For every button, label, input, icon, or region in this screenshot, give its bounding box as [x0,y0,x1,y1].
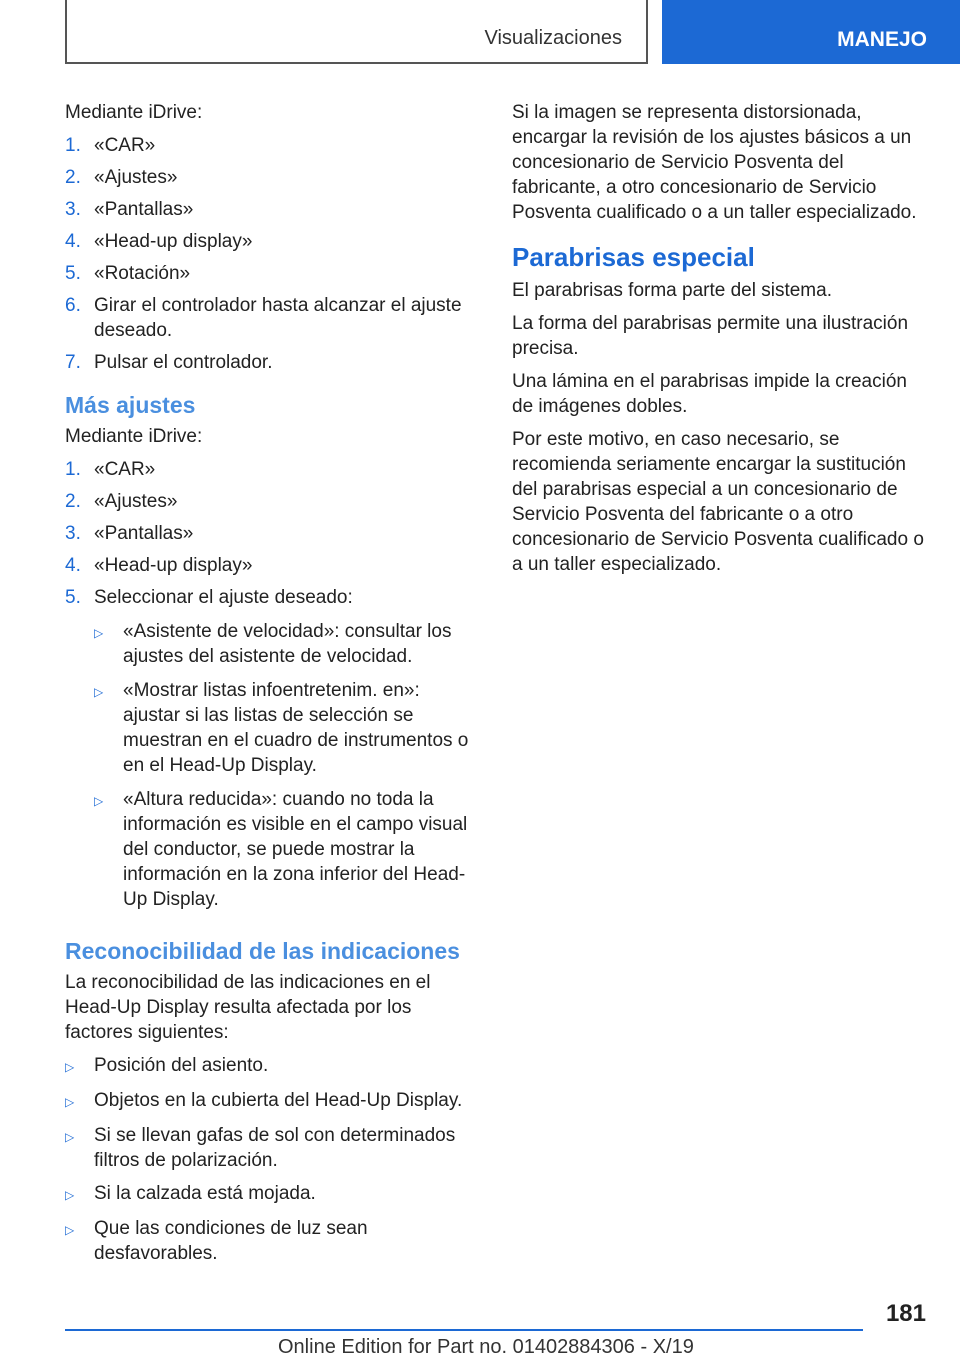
step-number: 7. [65,352,81,373]
list-item [94,619,480,669]
step-number: 5. [65,587,81,608]
step-text: «Head-up display» [94,231,253,252]
paragraph: Si la imagen se representa distorsionada, encargar la revisión de los ajustes básicos a un concesionario de Servicio Posventa del fabricante, a otro concesionario de Servicio Posventa cualificado o a un taller especializado. [512,102,917,223]
step-number: 4. [65,555,81,576]
list-item [65,1123,480,1173]
step-text: Seleccionar el ajuste deseado: [94,587,353,608]
bullet-text: «Altura reducida»: cuando no toda la información es visible en el campo visual del conductor, se puede mostrar la información en la zona inferior del Head-Up Display. [123,789,468,910]
step-number: 1. [65,459,81,480]
paragraph: La reconocibilidad de las indicaciones en el Head-Up Display resulta afectada por los factores siguientes: [65,972,431,1043]
step-text: «Head-up display» [94,555,253,576]
list-item [94,787,480,912]
list-item [65,1216,480,1266]
factors-list [65,1053,480,1266]
bullet-text: «Asistente de velocidad»: consultar los ajustes del asistente de velocidad. [123,621,452,667]
triangle-bullet-icon: ▷ [94,626,104,640]
list-item [65,521,480,546]
list-item [65,133,480,158]
header-chapter-tab [662,0,960,64]
triangle-bullet-icon: ▷ [65,1060,75,1074]
step-text: «CAR» [94,135,156,156]
step-text: «Rotación» [94,263,191,284]
list-item [65,1053,480,1080]
heading-parabrisas-especial: Parabrisas especial [512,242,755,272]
steps-list [65,133,480,375]
triangle-bullet-icon: ▷ [94,685,104,699]
step-number: 4. [65,231,81,252]
step-text: «CAR» [94,459,156,480]
paragraph: La forma del parabrisas permite una ilustración precisa. [512,313,909,359]
step-text: «Pantallas» [94,523,194,544]
step-number: 3. [65,199,81,220]
triangle-bullet-icon: ▷ [65,1130,75,1144]
step-number: 5. [65,263,81,284]
bullet-text: Si se llevan gafas de sol con determinados filtros de polarización. [94,1125,456,1171]
paragraph: Por este motivo, en caso necesario, se recomienda seriamente encargar la sustitución del parabrisas especial a un concesionario de Servicio Posventa del fabricante o a otro concesionario de Servicio Posventa cualificado o a un taller especializado. [512,429,924,575]
list-item [65,261,480,286]
list-item [65,585,480,921]
list-item [65,165,480,190]
bullet-text: Que las condiciones de luz sean desfavorables. [94,1218,368,1264]
intro-text: Mediante iDrive: [65,102,203,123]
step-number: 1. [65,135,81,156]
right-column [512,100,932,585]
list-item [65,197,480,222]
footer-edition: Online Edition for Part no. 01402884306 - X/19 [278,1336,694,1358]
list-item [65,229,480,254]
step-number: 6. [65,295,81,316]
list-item [65,1181,480,1208]
step-text: Girar el controlador hasta alcanzar el ajuste deseado. [94,295,462,341]
triangle-bullet-icon: ▷ [65,1188,75,1202]
footer-divider [65,1329,863,1331]
header-chapter-label: MANEJO [837,28,927,51]
paragraph: Una lámina en el parabrisas impide la creación de imágenes dobles. [512,371,907,417]
bullet-text: Si la calzada está mojada. [94,1183,316,1204]
list-item [65,457,480,482]
page-number: 181 [885,1300,926,1327]
list-item [65,1088,480,1115]
bullet-text: Objetos en la cubierta del Head-Up Display. [94,1090,463,1111]
list-item [65,553,480,578]
list-item [65,489,480,514]
step-text: «Pantallas» [94,199,194,220]
step-number: 3. [65,523,81,544]
intro-text: Mediante iDrive: [65,426,203,447]
steps-list [65,457,480,921]
bullet-text: Posición del asiento. [94,1055,269,1076]
step-number: 2. [65,167,81,188]
step-body [94,585,480,921]
step-number: 2. [65,491,81,512]
left-column [65,100,480,1274]
paragraph: El parabrisas forma parte del sistema. [512,280,832,301]
triangle-bullet-icon: ▷ [65,1095,75,1109]
list-item [65,350,480,375]
sub-options-list [94,619,480,912]
header-section-title: Visualizaciones [484,27,622,49]
step-text: «Ajustes» [94,491,178,512]
triangle-bullet-icon: ▷ [65,1223,75,1237]
heading-mas-ajustes: Más ajustes [65,392,196,418]
list-item [94,678,480,778]
heading-reconocibilidad: Reconocibilidad de las indicaciones [65,938,460,964]
triangle-bullet-icon: ▷ [94,794,104,808]
bullet-text: «Mostrar listas infoentretenim. en»: ajustar si las listas de selección se muestran en el cuadro de instrumentos o en el Head-Up Display. [123,680,469,776]
step-text: «Ajustes» [94,167,178,188]
list-item [65,293,480,343]
header-section-box [65,0,648,64]
step-text: Pulsar el controlador. [94,352,273,373]
